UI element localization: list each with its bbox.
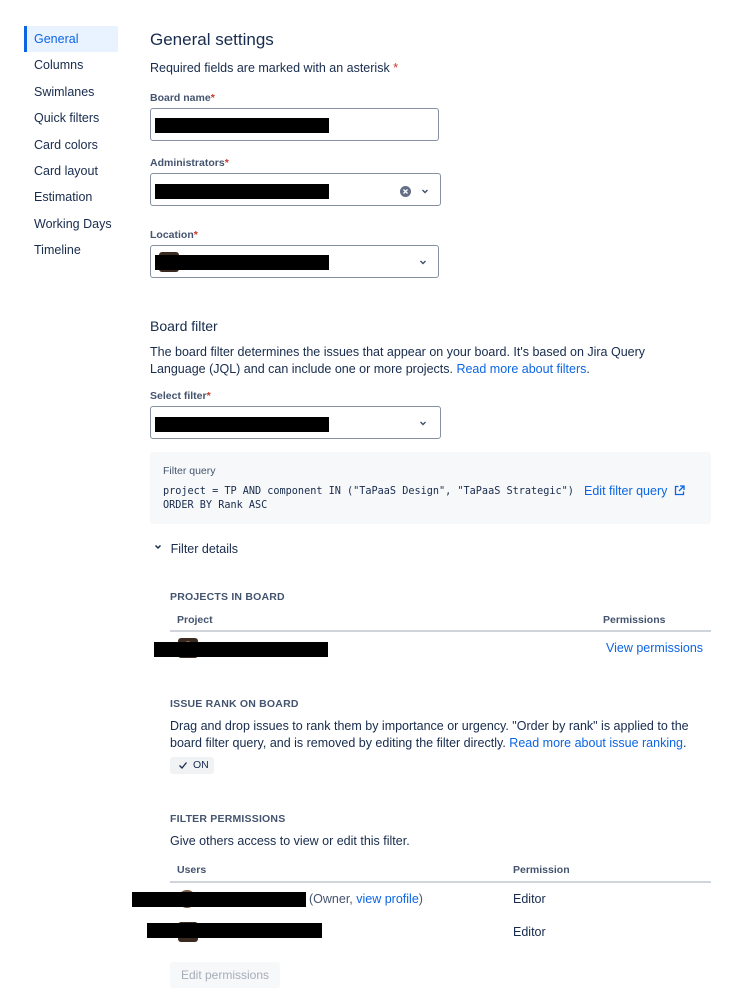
administrators-label-text: Administrators <box>150 157 225 169</box>
filter-details-toggle[interactable] <box>152 541 238 556</box>
edit-filter-query-link[interactable] <box>584 484 685 499</box>
clear-icon[interactable] <box>400 185 411 196</box>
column-header-users: Users <box>177 864 207 876</box>
table-row <box>130 888 711 912</box>
location-select[interactable] <box>150 245 439 278</box>
filter-details-label: Filter details <box>170 542 239 556</box>
location-label <box>150 229 198 241</box>
issue-rank-heading: ISSUE RANK ON BOARD <box>170 698 299 710</box>
table-divider <box>170 630 711 632</box>
required-asterisk: * <box>193 229 198 241</box>
required-asterisk: * <box>210 92 215 104</box>
read-more-filters-link[interactable]: Read more about filters <box>456 361 587 376</box>
board-name-label <box>150 92 215 104</box>
permission-value: Editor <box>513 892 546 906</box>
sidebar-item-card-colors[interactable]: Card colors <box>34 137 98 152</box>
owner-note <box>309 891 423 908</box>
redacted-value <box>155 417 329 432</box>
select-filter-label-text: Select filter <box>150 390 207 402</box>
location-label-text: Location <box>150 229 194 241</box>
permission-value: Editor <box>513 925 546 939</box>
view-permissions-link[interactable]: View permissions <box>606 641 704 655</box>
chevron-down-icon <box>152 541 164 556</box>
issue-rank-status <box>170 757 214 774</box>
read-more-issue-ranking-link[interactable]: Read more about issue ranking <box>509 735 684 750</box>
filter-query-text <box>163 485 574 512</box>
required-note <box>150 60 398 77</box>
board-filter-description-text: The board filter determines the issues that appear on your board. It's based on Jira Query Language (JQL) and can include one or more projects. <box>150 345 646 376</box>
redacted-value <box>155 118 329 133</box>
required-asterisk: * <box>224 157 229 169</box>
chevron-down-icon[interactable] <box>417 417 429 429</box>
period: . <box>586 361 590 376</box>
redacted-value <box>155 255 329 270</box>
owner-suffix: ) <box>418 892 423 906</box>
table-row <box>130 921 711 945</box>
issue-rank-status-label: ON <box>193 759 209 771</box>
sidebar-item-working-days[interactable]: Working Days <box>34 216 112 231</box>
sidebar-item-card-layout[interactable]: Card layout <box>34 163 98 178</box>
column-header-project: Project <box>177 614 213 626</box>
sidebar-item-swimlanes[interactable]: Swimlanes <box>34 84 95 99</box>
chevron-down-icon[interactable] <box>417 256 429 268</box>
filter-query-label: Filter query <box>163 465 216 477</box>
column-header-permissions: Permissions <box>603 614 666 626</box>
redacted-value <box>155 184 329 199</box>
sidebar-item-general[interactable]: General <box>24 26 118 52</box>
issue-rank-description-text: Drag and drop issues to rank them by importance or urgency. "Order by rank" is applied to the board filter query, and is removed by editing the filter directly. <box>170 719 689 750</box>
edit-filter-query-label: Edit filter query <box>584 484 668 498</box>
board-filter-description <box>150 344 695 377</box>
select-filter-label <box>150 390 211 402</box>
filter-query-line: project = TP AND component IN ("TaPaaS Design", "TaPaaS Strategic") <box>163 486 574 497</box>
issue-rank-description <box>170 718 710 751</box>
owner-prefix: (Owner, <box>309 892 357 906</box>
column-header-permission: Permission <box>513 864 570 876</box>
chevron-down-icon[interactable] <box>419 185 431 197</box>
required-asterisk: * <box>206 390 211 402</box>
sidebar-item-timeline[interactable]: Timeline <box>34 243 81 258</box>
external-link-icon <box>674 485 685 499</box>
board-name-label-text: Board name <box>150 92 211 104</box>
period: . <box>683 735 687 750</box>
check-icon <box>178 760 188 773</box>
table-divider <box>170 881 711 883</box>
page-title: General settings <box>150 30 274 49</box>
sidebar-item-columns[interactable]: Columns <box>34 58 84 73</box>
filter-permissions-heading: FILTER PERMISSIONS <box>170 813 286 825</box>
edit-permissions-button[interactable]: Edit permissions <box>170 962 280 988</box>
settings-sidebar <box>24 26 118 264</box>
administrators-select[interactable] <box>150 173 441 206</box>
board-name-input[interactable] <box>150 108 439 141</box>
required-asterisk: * <box>393 61 399 75</box>
board-filter-title: Board filter <box>150 318 218 334</box>
redacted-value <box>147 923 322 938</box>
sidebar-item-quick-filters[interactable]: Quick filters <box>34 111 100 126</box>
table-row <box>150 636 711 662</box>
filter-query-panel <box>150 452 711 524</box>
filter-query-line: ORDER BY Rank ASC <box>163 499 268 511</box>
view-profile-link[interactable]: view profile <box>356 892 419 906</box>
filter-permissions-description: Give others access to view or edit this filter. <box>170 834 410 848</box>
redacted-value <box>154 642 328 657</box>
redacted-value <box>132 892 306 907</box>
required-note-text: Required fields are marked with an asterisk <box>150 61 390 75</box>
projects-in-board-heading: PROJECTS IN BOARD <box>170 591 285 603</box>
sidebar-item-estimation[interactable]: Estimation <box>34 190 93 205</box>
select-filter-dropdown[interactable] <box>150 406 441 439</box>
administrators-label <box>150 157 229 169</box>
